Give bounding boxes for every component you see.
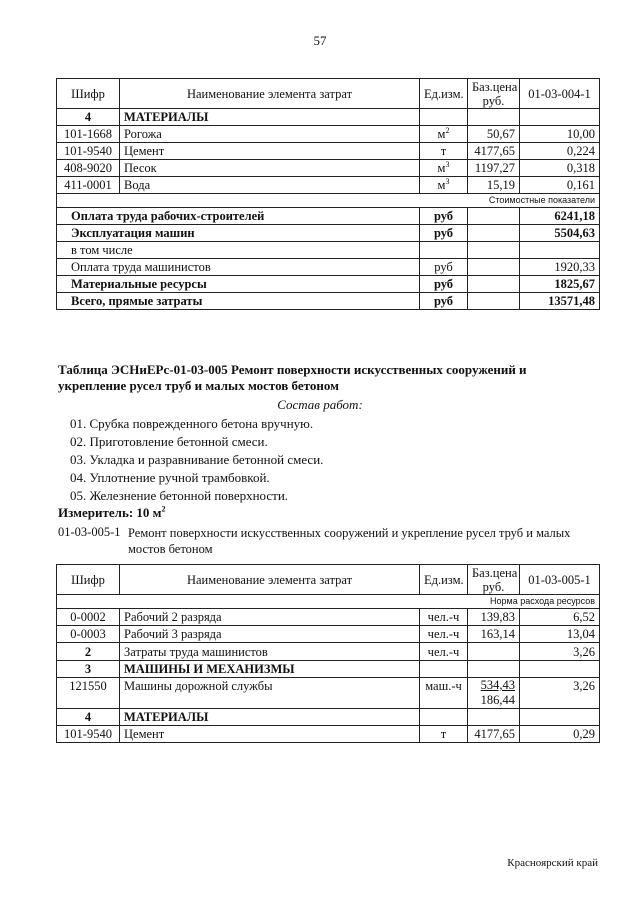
header-code: Шифр — [57, 79, 120, 109]
row-value: 0,161 — [520, 177, 600, 194]
row-value: 3,26 — [520, 678, 600, 709]
norm-description: Ремонт поверхности искусственных сооружений и укрепление русел труб и малых мостов бетоном — [128, 526, 571, 556]
subheader-row — [57, 595, 600, 609]
header-norm: 01-03-005-1 — [520, 565, 600, 595]
resource-table-1 — [56, 78, 600, 310]
row-price: 139,83 — [468, 609, 520, 626]
cost-indicators-label: Стоимостные показатели — [57, 194, 600, 208]
total-unit: руб — [420, 259, 468, 276]
table-title: Таблица ЭСНиЕРс-01-03-005 Ремонт поверхности искусственных сооружений и укрепление русел труб и малых мостов бетоном — [58, 362, 527, 393]
row-price: 50,67 — [468, 126, 520, 143]
row-price: 1197,27 — [468, 160, 520, 177]
total-unit: руб — [420, 208, 468, 225]
total-value: 5504,63 — [520, 225, 600, 242]
header-unit: Ед.изм. — [420, 79, 468, 109]
row-name: Рогожа — [120, 126, 420, 143]
total-name: Оплата труда рабочих-строителей — [57, 208, 420, 225]
table-row — [57, 626, 600, 643]
total-row — [57, 259, 600, 276]
work-item: 02. Приготовление бетонной смеси. — [70, 434, 268, 449]
work-item: 03. Укладка и разравнивание бетонной смеси. — [70, 452, 324, 467]
row-value: 0,318 — [520, 160, 600, 177]
total-row — [57, 242, 600, 259]
header-price: Баз.цена руб. — [468, 79, 520, 109]
subheader-row — [57, 194, 600, 208]
resource-norm-label: Норма расхода ресурсов — [57, 595, 600, 609]
row-unit: чел.-ч — [420, 643, 468, 661]
row-code: 101-1668 — [57, 126, 120, 143]
row-price: 4177,65 — [468, 143, 520, 160]
table-header-row — [57, 565, 600, 595]
row-name: Цемент — [120, 726, 420, 743]
total-name: Всего, прямые затраты — [57, 293, 420, 310]
table-row — [57, 726, 600, 743]
section-number: 3 — [57, 661, 120, 678]
row-price: 15,19 — [468, 177, 520, 194]
header-unit: Ед.изм. — [420, 565, 468, 595]
table-row — [57, 177, 600, 194]
row-price: 534,43 186,44 — [468, 678, 520, 709]
row-code: 0-0003 — [57, 626, 120, 643]
section-row — [57, 709, 600, 726]
total-name: Материальные ресурсы — [57, 276, 420, 293]
header-price: Баз.цена руб. — [468, 565, 520, 595]
header-norm: 01-03-004-1 — [520, 79, 600, 109]
row-name: Машины дорожной службы — [120, 678, 420, 709]
row-value: 0,29 — [520, 726, 600, 743]
total-unit: руб — [420, 225, 468, 242]
row-value: 0,224 — [520, 143, 600, 160]
total-unit: руб — [420, 293, 468, 310]
row-name: Рабочий 2 разряда — [120, 609, 420, 626]
total-unit — [420, 242, 468, 259]
work-item: 04. Уплотнение ручной трамбовкой. — [70, 470, 270, 485]
row-value: 6,52 — [520, 609, 600, 626]
header-code: Шифр — [57, 565, 120, 595]
section-title: МАТЕРИАЛЫ — [120, 109, 420, 126]
total-value: 1825,67 — [520, 276, 600, 293]
page-number: 57 — [313, 33, 327, 48]
total-row — [57, 208, 600, 225]
row-price: 163,14 — [468, 626, 520, 643]
row-name: Цемент — [120, 143, 420, 160]
row-code: 101-9540 — [57, 726, 120, 743]
table-row — [57, 143, 600, 160]
header-name: Наименование элемента затрат — [120, 79, 420, 109]
total-unit: руб — [420, 276, 468, 293]
row-code: 0-0002 — [57, 609, 120, 626]
total-row — [57, 225, 600, 242]
footer-region: Красноярский край — [507, 857, 598, 869]
table-row — [57, 160, 600, 177]
total-value — [520, 242, 600, 259]
total-name: Оплата труда машинистов — [57, 259, 420, 276]
row-code: 408-9020 — [57, 160, 120, 177]
row-value: 13,04 — [520, 626, 600, 643]
total-name: Эксплуатация машин — [57, 225, 420, 242]
total-row — [57, 276, 600, 293]
row-name: Песок — [120, 160, 420, 177]
row-unit: т — [420, 726, 468, 743]
row-code: 121550 — [57, 678, 120, 709]
measure-unit: Измеритель: 10 $м^2$ — [58, 504, 166, 520]
total-value: 1920,33 — [520, 259, 600, 276]
section-row — [57, 661, 600, 678]
table-row — [57, 609, 600, 626]
total-value: 6241,18 — [520, 208, 600, 225]
row-value: 3,26 — [520, 643, 600, 661]
table-header-row — [57, 79, 600, 109]
table-row — [57, 126, 600, 143]
row-unit: $м^3$ — [420, 160, 468, 177]
row-unit: т — [420, 143, 468, 160]
row-name: Рабочий 3 разряда — [120, 626, 420, 643]
total-value: 13571,48 — [520, 293, 600, 310]
row-unit: маш.-ч — [420, 678, 468, 709]
total-name: в том числе — [57, 242, 420, 259]
row-unit: $м^3$ — [420, 177, 468, 194]
machinist-row — [57, 643, 600, 661]
works-heading: Состав работ: — [277, 397, 363, 412]
section-number: 4 — [57, 109, 120, 126]
work-item: 01. Срубка поврежденного бетона вручную. — [70, 416, 314, 431]
row-value: 10,00 — [520, 126, 600, 143]
section-row — [57, 109, 600, 126]
section-number: 4 — [57, 709, 120, 726]
norm-code: 01-03-005-1 — [58, 525, 121, 539]
work-item: 05. Железнение бетонной поверхности. — [70, 488, 289, 503]
row-name: Вода — [120, 177, 420, 194]
resource-table-2 — [56, 564, 600, 743]
section-title: МАТЕРИАЛЫ — [120, 709, 420, 726]
table-row — [57, 678, 600, 709]
total-row — [57, 293, 600, 310]
row-name: Затраты труда машинистов — [120, 643, 420, 661]
row-unit: чел.-ч — [420, 609, 468, 626]
row-number: 2 — [57, 643, 120, 661]
section-title: МАШИНЫ И МЕХАНИЗМЫ — [120, 661, 420, 678]
header-name: Наименование элемента затрат — [120, 565, 420, 595]
row-unit: $м^2$ — [420, 126, 468, 143]
row-price: 4177,65 — [468, 726, 520, 743]
row-code: 411-0001 — [57, 177, 120, 194]
row-code: 101-9540 — [57, 143, 120, 160]
row-unit: чел.-ч — [420, 626, 468, 643]
